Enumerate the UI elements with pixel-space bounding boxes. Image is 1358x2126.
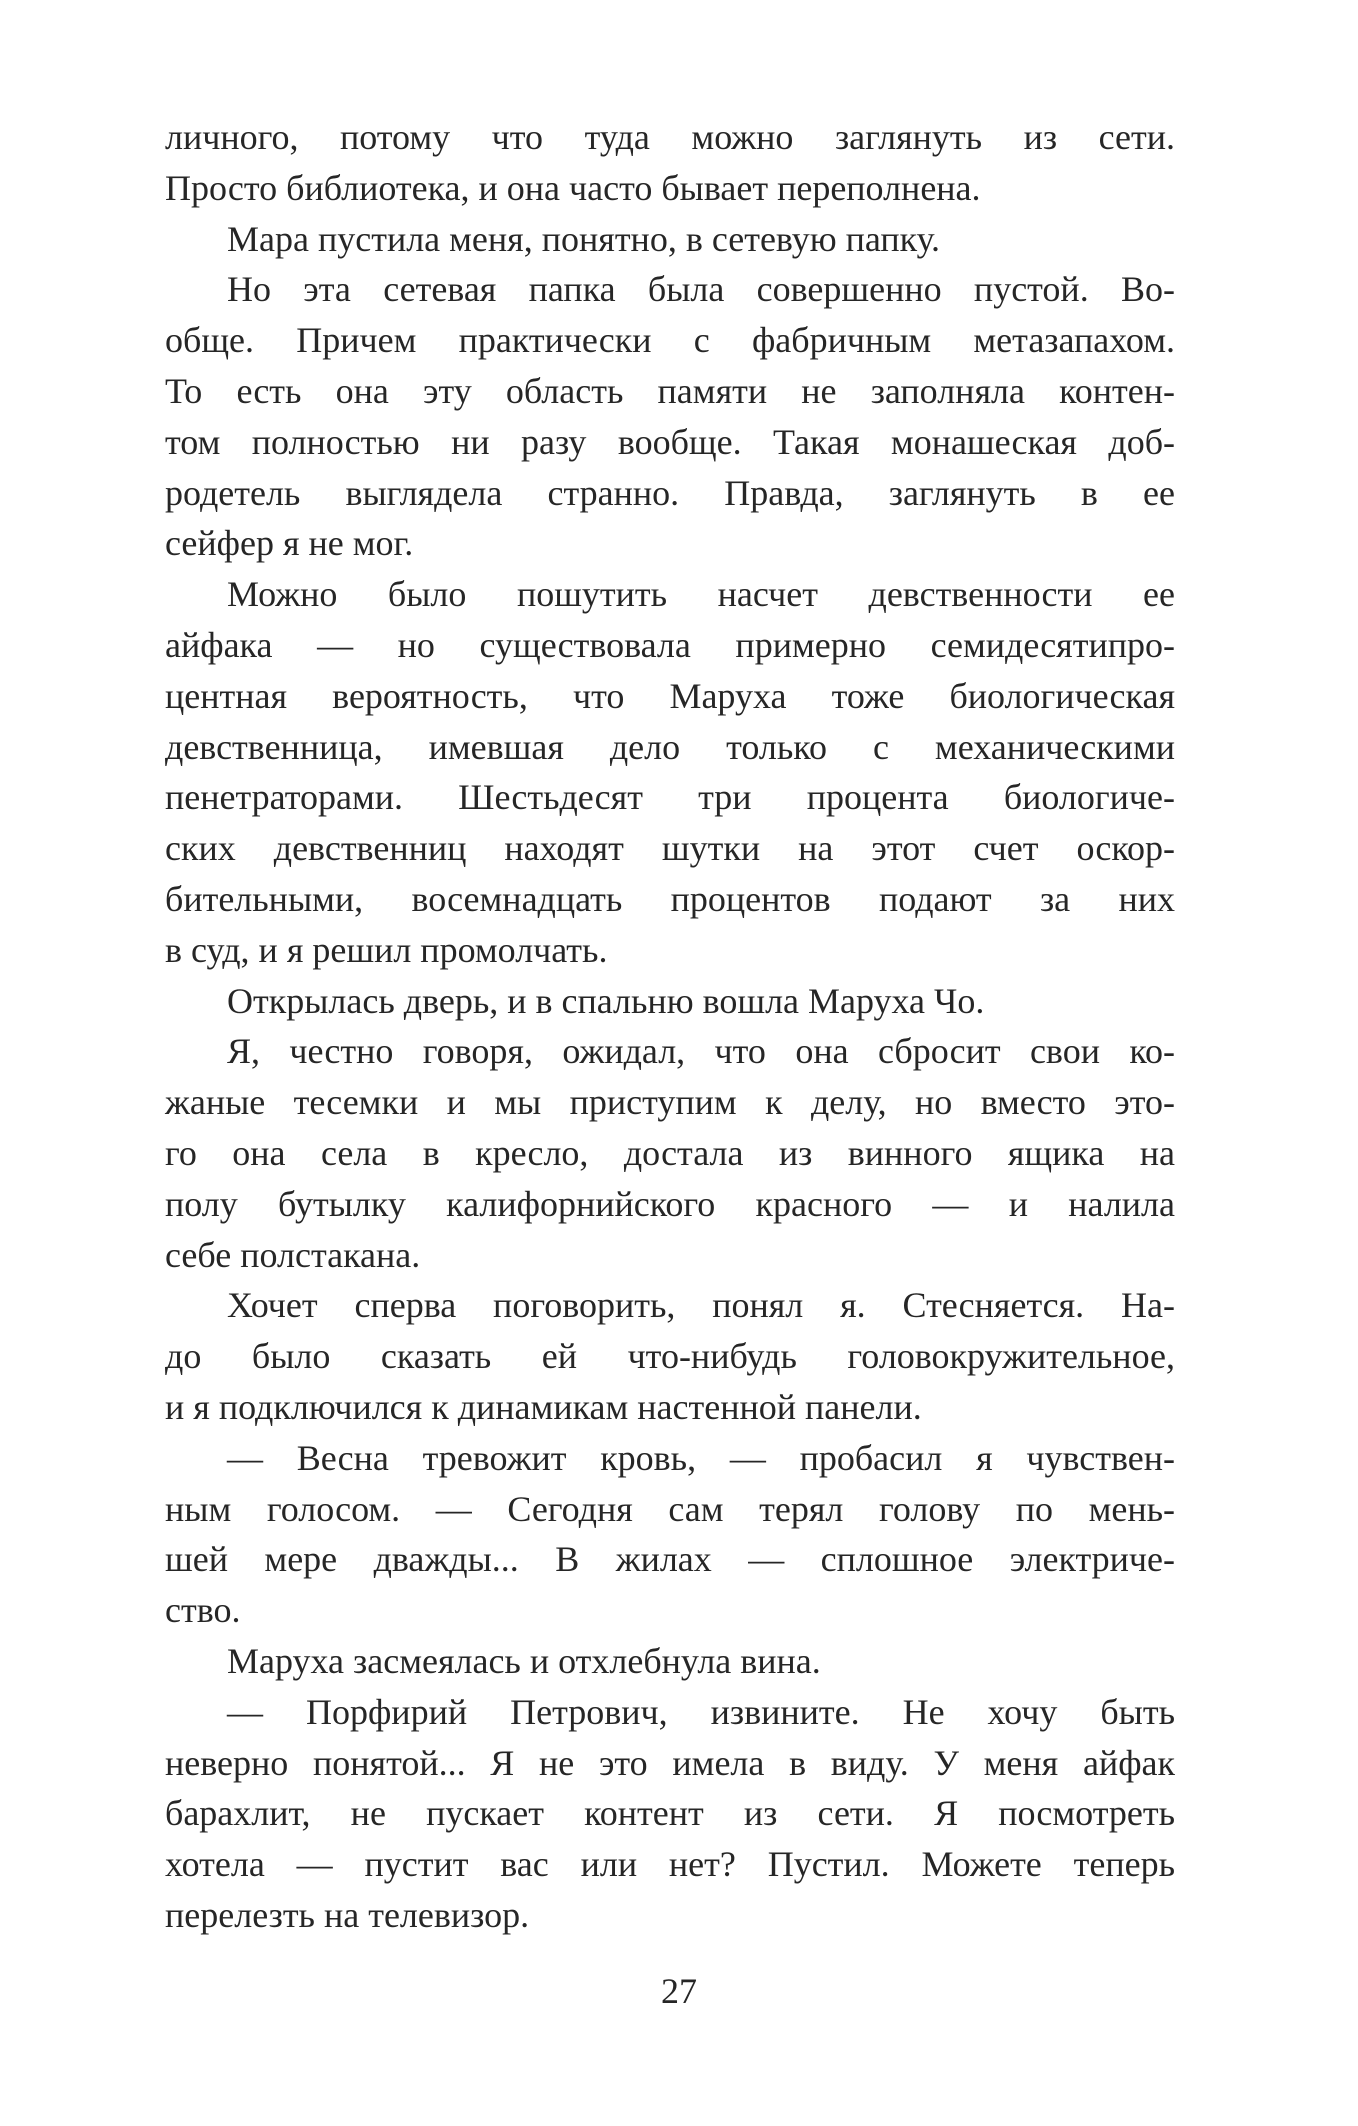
text-line: ских девственниц находят шутки на этот счет оскор- bbox=[165, 828, 1175, 869]
text-line: Но эта сетевая папка была совершенно пустой. Во- bbox=[227, 269, 1175, 310]
text-line: ным голосом. — Сегодня сам терял голову по мень- bbox=[165, 1488, 1175, 1529]
text-line: Хочет сперва поговорить, понял я. Стесняется. На- bbox=[227, 1285, 1175, 1326]
text-line: том полностью ни разу вообще. Такая монашеская доб- bbox=[165, 421, 1175, 462]
text-line: жаные тесемки и мы приступим к делу, но вместо это- bbox=[165, 1082, 1175, 1123]
text-line: го она села в кресло, достала из винного ящика на bbox=[165, 1132, 1175, 1173]
text-line: барахлит, не пускает контент из сети. Я посмотреть bbox=[165, 1793, 1175, 1834]
page-number: 27 bbox=[661, 1971, 697, 2011]
text-line: перелезть на телевизор. bbox=[165, 1894, 530, 1935]
text-line: шей мере дважды... В жилах — сплошное электриче- bbox=[165, 1539, 1175, 1580]
text-line: девственница, имевшая дело только с механическими bbox=[165, 726, 1175, 767]
text-line: центная вероятность, что Маруха тоже биологическая bbox=[165, 675, 1175, 716]
text-line: сейфер я не мог. bbox=[165, 523, 414, 564]
text-line: обще. Причем практически с фабричным метазапахом. bbox=[165, 320, 1175, 361]
text-line: личного, потому что туда можно заглянуть из сети. bbox=[165, 117, 1175, 157]
text-line: пенетраторами. Шестьдесят три процента биологиче- bbox=[165, 777, 1175, 818]
text-line: Можно было пошутить насчет девственности ее bbox=[227, 574, 1175, 615]
text-line: айфака — но существовала примерно семидесятипро- bbox=[165, 624, 1175, 665]
text-line: — Весна тревожит кровь, — пробасил я чувствен- bbox=[227, 1437, 1175, 1478]
body-text bbox=[165, 112, 1175, 1941]
text-line: Просто библиотека, и она часто бывает переполнена. bbox=[165, 167, 981, 208]
text-line: бительными, восемнадцать процентов подают за них bbox=[165, 878, 1175, 919]
text-line: — Порфирий Петрович, извините. Не хочу быть bbox=[227, 1691, 1175, 1732]
text-line: родетель выглядела странно. Правда, заглянуть в ее bbox=[165, 472, 1175, 513]
text-line: Маруха засмеялась и отхлебнула вина. bbox=[227, 1640, 821, 1681]
text-line: хотела — пустит вас или нет? Пустил. Можете теперь bbox=[165, 1844, 1175, 1885]
text-line: ство. bbox=[165, 1590, 241, 1631]
text-line: в суд, и я решил промолчать. bbox=[165, 929, 608, 970]
text-line: себе полстакана. bbox=[165, 1234, 421, 1275]
text-line: Я, честно говоря, ожидал, что она сбросит свои ко- bbox=[227, 1031, 1175, 1072]
text-line: Мара пустила меня, понятно, в сетевую папку. bbox=[227, 218, 941, 259]
text-line: до было сказать ей что-нибудь головокружительное, bbox=[165, 1336, 1175, 1377]
text-line: То есть она эту область памяти не заполняла контен- bbox=[165, 370, 1175, 411]
text-line: и я подключился к динамикам настенной панели. bbox=[165, 1386, 922, 1427]
text-line: неверно понятой... Я не это имела в виду. У меня айфак bbox=[165, 1742, 1175, 1783]
text-line: Открылась дверь, и в спальню вошла Маруха Чо. bbox=[227, 980, 985, 1021]
text-line: полу бутылку калифорнийского красного — и налила bbox=[165, 1183, 1175, 1224]
